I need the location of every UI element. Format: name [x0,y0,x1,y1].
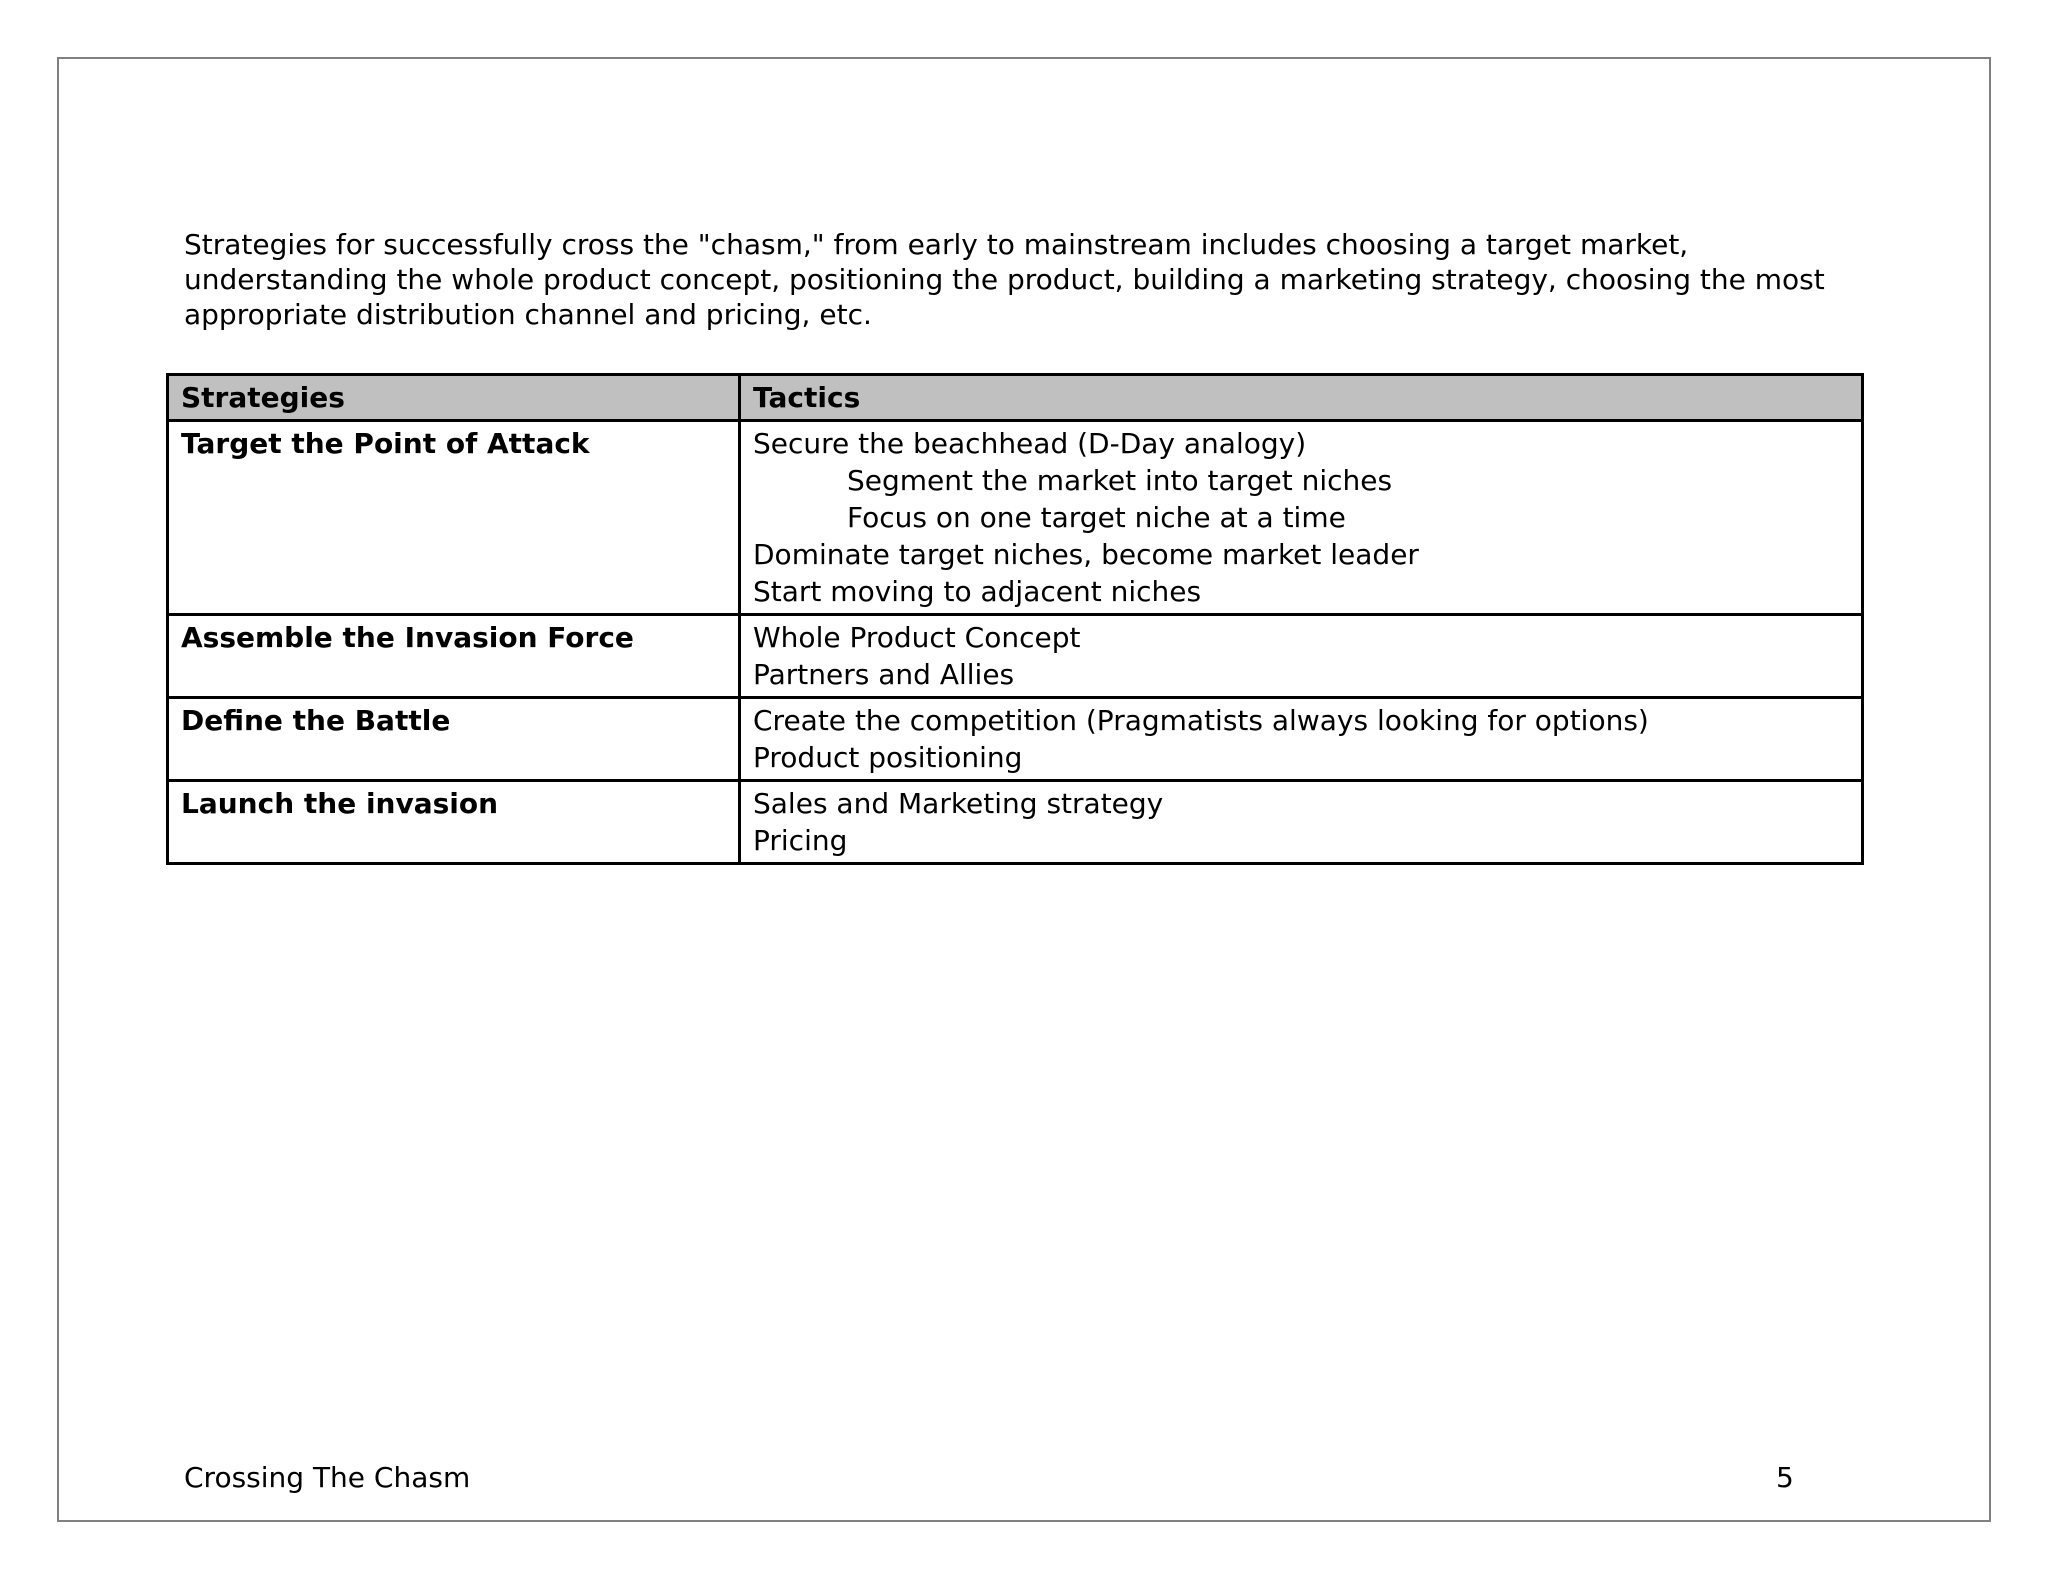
tactic-item: Dominate target niches, become market leader [753,538,1419,571]
tactics-cell [740,698,1863,781]
strategy-tactics-table [166,373,1864,865]
strategy-cell: Target the Point of Attack [168,421,740,615]
tactic-item: Product positioning [753,741,1023,774]
tactics-cell [740,781,1863,864]
header-strategies: Strategies [168,375,740,421]
strategy-cell: Define the Battle [168,698,740,781]
tactic-item: Whole Product Concept [753,621,1081,654]
tactic-subitem: Segment the market into target niches [847,464,1393,497]
tactic-item: Pricing [753,824,848,857]
tactic-item: Secure the beachhead (D-Day analogy) [753,427,1307,460]
tactic-item: Sales and Marketing strategy [753,787,1164,820]
strategy-cell: Assemble the Invasion Force [168,615,740,698]
tactic-item: Partners and Allies [753,658,1015,691]
table-row [168,421,1863,615]
table-header-row [168,375,1863,421]
tactic-item: Create the competition (Pragmatists always looking for options) [753,704,1649,737]
strategy-cell: Launch the invasion [168,781,740,864]
tactic-subitem: Focus on one target niche at a time [847,501,1346,534]
table-row [168,615,1863,698]
table-row [168,781,1863,864]
page-number: 5 [1776,1461,1794,1494]
footer-title: Crossing The Chasm [184,1461,471,1494]
header-tactics: Tactics [740,375,1863,421]
table-row [168,698,1863,781]
tactics-cell [740,615,1863,698]
tactics-cell [740,421,1863,615]
tactic-item: Start moving to adjacent niches [753,575,1202,608]
intro-paragraph: Strategies for successfully cross the "chasm," from early to mainstream includes choosing a target market, understanding the whole product concept, positioning the product, building a marketing strategy, choosing the most appropriate distribution channel and pricing, etc. [184,228,1825,331]
